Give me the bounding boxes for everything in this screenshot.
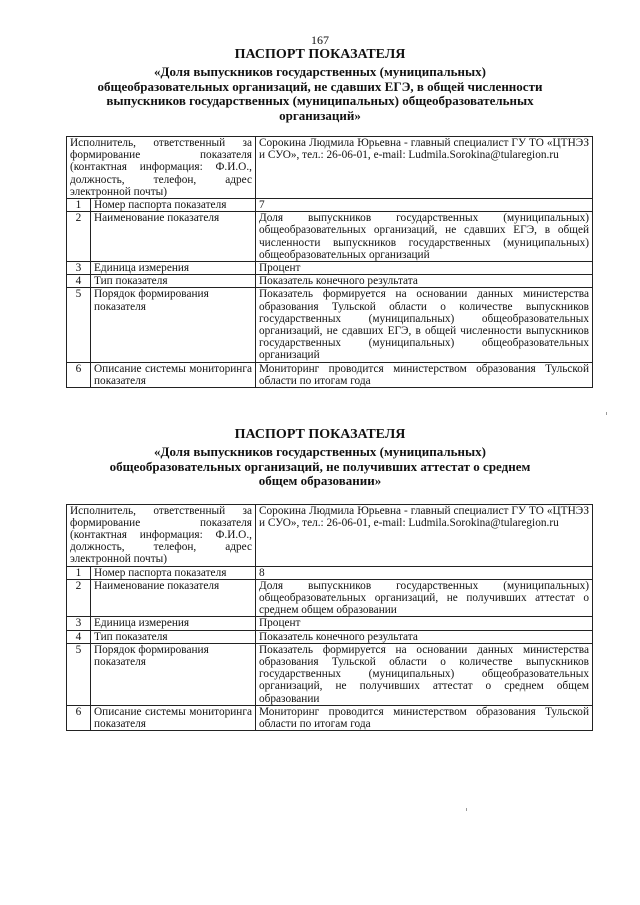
row-value: Показатель формируется на основании данных министерства образования Тульской области о количестве выпускников государственных (муниципальных) общеобразовательных организаций, не получивших аттестат о среднем общем образовании [256, 643, 593, 705]
table-row [67, 275, 593, 288]
table-row [67, 579, 593, 617]
table-row [67, 212, 593, 262]
row-label: Описание системы мониторинга показателя [91, 362, 256, 387]
scan-speck [606, 412, 607, 415]
row-label: Описание системы мониторинга показателя [91, 705, 256, 730]
row-number: 4 [67, 275, 91, 288]
table-row [67, 566, 593, 579]
row-label: Наименование показателя [91, 212, 256, 262]
row-value: Показатель конечного результата [256, 630, 593, 643]
row-number: 6 [67, 705, 91, 730]
executor-label: Исполнитель, ответственный за формирование показателя (контактная информация: Ф.И.О., должность, телефон, адрес электронной почты) [67, 137, 256, 199]
table-row [67, 362, 593, 387]
row-number: 6 [67, 362, 91, 387]
row-value: 8 [256, 566, 593, 579]
row-number: 1 [67, 199, 91, 212]
row-value: 7 [256, 199, 593, 212]
row-value: Мониторинг проводится министерством образования Тульской области по итогам года [256, 362, 593, 387]
row-number: 5 [67, 643, 91, 705]
table-row [67, 288, 593, 362]
table-row [67, 643, 593, 705]
executor-label: Исполнитель, ответственный за формирование показателя (контактная информация: Ф.И.О., должность, телефон, адрес электронной почты) [67, 504, 256, 566]
passport-title: ПАСПОРТ ПОКАЗАТЕЛЯ [234, 427, 406, 442]
row-label: Тип показателя [91, 630, 256, 643]
row-label: Номер паспорта показателя [91, 199, 256, 212]
page-number: 167 [311, 33, 329, 47]
row-label: Единица измерения [91, 617, 256, 630]
row-value: Мониторинг проводится министерством образования Тульской области по итогам года [256, 705, 593, 730]
row-label: Наименование показателя [91, 579, 256, 617]
row-label: Порядок формирования показателя [91, 288, 256, 362]
executor-row [67, 504, 593, 566]
row-value: Доля выпускников государственных (муниципальных) общеобразовательных организаций, не получивших аттестат о среднем общем образовании [256, 579, 593, 617]
row-number: 2 [67, 212, 91, 262]
row-label: Номер паспорта показателя [91, 566, 256, 579]
row-value: Показатель формируется на основании данных министерства образования Тульской области о количестве выпускников государственных (муниципальных) общеобразовательных организаций, не сдавших ЕГЭ, в общей численности выпускников государственных (муниципальных) общеобразовательных организаций [256, 288, 593, 362]
table-row [67, 617, 593, 630]
row-number: 5 [67, 288, 91, 362]
passport-subtitle: «Доля выпускников государственных (муниципальных) общеобразовательных организаций, не получивших аттестат о среднем общем образовании» [109, 444, 531, 488]
passport-subtitle: «Доля выпускников государственных (муниципальных) общеобразовательных организаций, не сдавших ЕГЭ, в общей численности выпускников государственных (муниципальных) общеобразовательных организаций» [97, 64, 543, 123]
executor-value: Сорокина Людмила Юрьевна - главный специалист ГУ ТО «ЦТНЭЗ и СУО», тел.: 26-06-01, e-mail: Ludmila.Sorokina@tularegion.ru [256, 504, 593, 566]
row-label: Порядок формирования показателя [91, 643, 256, 705]
indicator-passport-2 [0, 427, 640, 731]
passport-table [66, 136, 593, 388]
row-label: Тип показателя [91, 275, 256, 288]
row-label: Единица измерения [91, 262, 256, 275]
table-row [67, 705, 593, 730]
row-number: 1 [67, 566, 91, 579]
executor-value: Сорокина Людмила Юрьевна - главный специалист ГУ ТО «ЦТНЭЗ и СУО», тел.: 26-06-01, e-mail: Ludmila.Sorokina@tularegion.ru [256, 137, 593, 199]
row-value: Показатель конечного результата [256, 275, 593, 288]
table-row [67, 630, 593, 643]
executor-row [67, 137, 593, 199]
row-value: Доля выпускников государственных (муниципальных) общеобразовательных организаций, не сдавших ЕГЭ, в общей численности выпускников государственных (муниципальных) общеобразовательных организаций [256, 212, 593, 262]
passport-table [66, 504, 593, 732]
scan-speck [466, 808, 467, 811]
row-value: Процент [256, 262, 593, 275]
indicator-passport-1 [0, 47, 640, 388]
row-number: 3 [67, 262, 91, 275]
table-row [67, 199, 593, 212]
row-value: Процент [256, 617, 593, 630]
row-number: 2 [67, 579, 91, 617]
passport-title: ПАСПОРТ ПОКАЗАТЕЛЯ [234, 47, 406, 62]
row-number: 3 [67, 617, 91, 630]
row-number: 4 [67, 630, 91, 643]
table-row [67, 262, 593, 275]
